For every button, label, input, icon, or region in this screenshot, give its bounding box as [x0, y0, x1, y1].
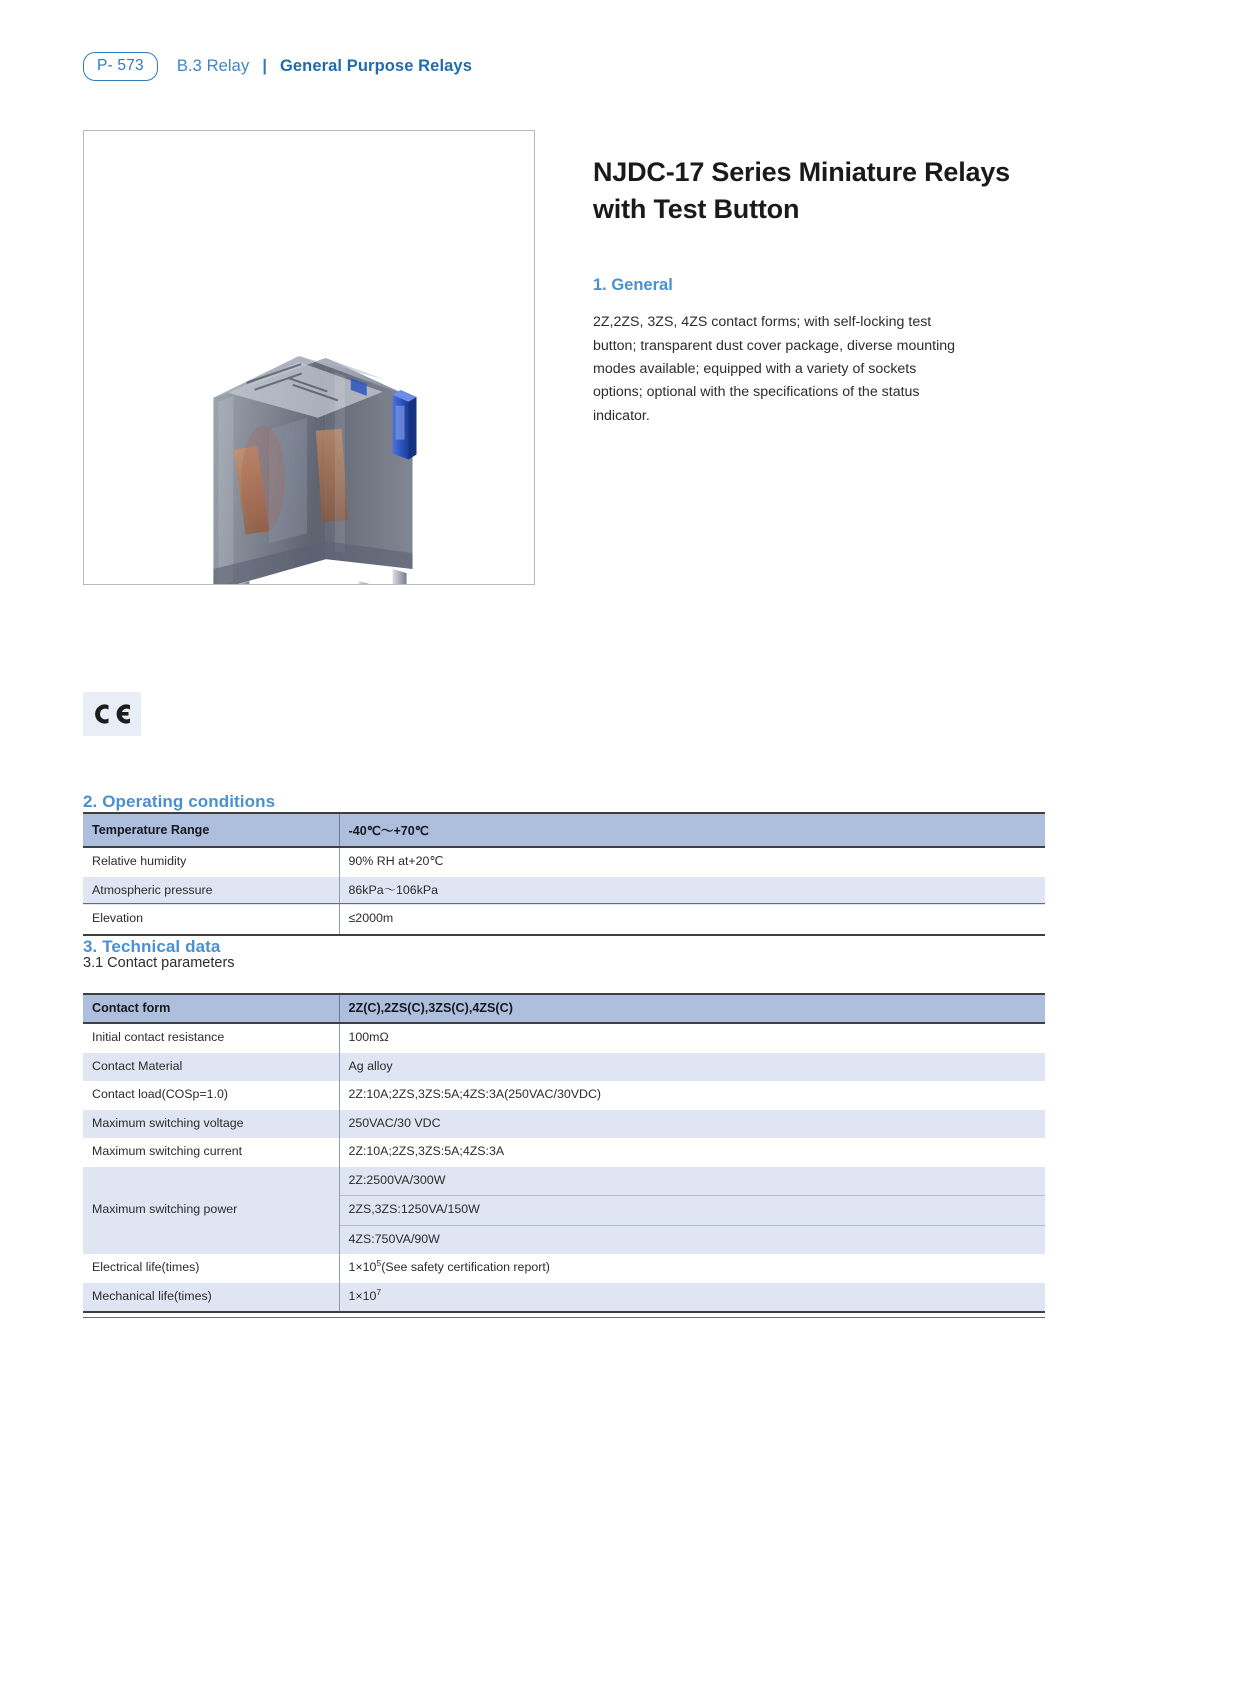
row-label: Contact load(COSp=1.0)	[83, 1081, 339, 1110]
section-heading-technical-data: 3. Technical data	[83, 937, 221, 957]
row-label: Initial contact resistance	[83, 1023, 339, 1053]
operating-table-bottom-rule	[83, 903, 1045, 904]
row-label: Maximum switching voltage	[83, 1110, 339, 1139]
row-value: 86kPa～106kPa	[339, 877, 1045, 906]
subsection-heading-contact-parameters: 3.1 Contact parameters	[83, 955, 235, 971]
row-label: Relative humidity	[83, 847, 339, 877]
row-label: Contact Material	[83, 1053, 339, 1082]
row-label: Electrical life(times)	[83, 1254, 339, 1283]
row-value	[339, 1254, 1045, 1283]
table-row	[83, 1023, 1045, 1053]
value-suffix: (See safety certification report)	[381, 1260, 550, 1274]
table-row	[83, 1138, 1045, 1167]
table-row	[83, 1283, 1045, 1313]
header-label: Contact form	[83, 994, 339, 1023]
row-label: Maximum switching power	[83, 1167, 339, 1255]
table-row	[83, 1081, 1045, 1110]
header-value: -40℃～+70℃	[339, 813, 1045, 847]
ce-icon	[92, 701, 132, 727]
row-label: Elevation	[83, 905, 339, 935]
header-label: Temperature Range	[83, 813, 339, 847]
relay-test-button	[393, 390, 417, 460]
row-value: 90% RH at+20℃	[339, 847, 1045, 877]
table-header-row	[83, 994, 1045, 1023]
breadcrumb-separator: |	[262, 56, 267, 75]
value-exponent: 5	[376, 1257, 382, 1268]
row-value: 250VAC/30 VDC	[339, 1110, 1045, 1139]
row-value: 2Z:10A;2ZS,3ZS:5A;4ZS:3A(250VAC/30VDC)	[339, 1081, 1045, 1110]
value-prefix: 1×10	[348, 1288, 377, 1303]
product-image-frame	[83, 130, 535, 585]
row-value	[339, 1283, 1045, 1313]
page-number-badge: P- 573	[83, 52, 158, 81]
row-value: 2Z:2500VA/300W	[339, 1167, 1045, 1196]
table-row	[83, 905, 1045, 935]
row-value: ≤2000m	[339, 905, 1045, 935]
row-label: Atmospheric pressure	[83, 877, 339, 906]
row-value: Ag alloy	[339, 1053, 1045, 1082]
table-row	[83, 1053, 1045, 1082]
section-heading-operating-conditions: 2. Operating conditions	[83, 792, 276, 812]
table-row	[83, 847, 1045, 877]
row-label: Mechanical life(times)	[83, 1283, 339, 1313]
breadcrumb-section[interactable]: B.3 Relay	[176, 56, 250, 75]
table-row	[83, 1254, 1045, 1283]
table-row	[83, 877, 1045, 906]
ce-mark-badge	[83, 692, 141, 736]
value-prefix: 1×10	[348, 1260, 377, 1274]
value-exponent: 7	[376, 1286, 382, 1297]
table-row	[83, 1167, 1045, 1196]
relay-product-photo	[84, 131, 534, 584]
operating-conditions-table	[83, 812, 1045, 936]
breadcrumb	[83, 52, 472, 81]
general-description: 2Z,2ZS, 3ZS, 4ZS contact forms; with self-locking test button; transparent dust cover package, diverse mounting modes available; equipped with a variety of sockets options; optional with the specifications of the status indicator.	[593, 314, 955, 424]
row-value: 4ZS:750VA/90W	[339, 1225, 1045, 1254]
table-row	[83, 1110, 1045, 1139]
section-heading-general: 1. General	[593, 275, 673, 294]
contact-table-bottom-rule	[83, 1317, 1045, 1318]
page-title: NJDC-17 Series Miniature Relays with Test Button	[593, 157, 1010, 225]
row-value: 2ZS,3ZS:1250VA/150W	[339, 1196, 1045, 1226]
row-value: 100mΩ	[339, 1023, 1045, 1053]
row-value: 2Z:10A;2ZS,3ZS:5A;4ZS:3A	[339, 1138, 1045, 1167]
contact-parameters-table	[83, 993, 1045, 1313]
table-header-row	[83, 813, 1045, 847]
header-value: 2Z(C),2ZS(C),3ZS(C),4ZS(C)	[339, 994, 1045, 1023]
breadcrumb-category[interactable]: General Purpose Relays	[279, 56, 472, 75]
row-label: Maximum switching current	[83, 1138, 339, 1167]
